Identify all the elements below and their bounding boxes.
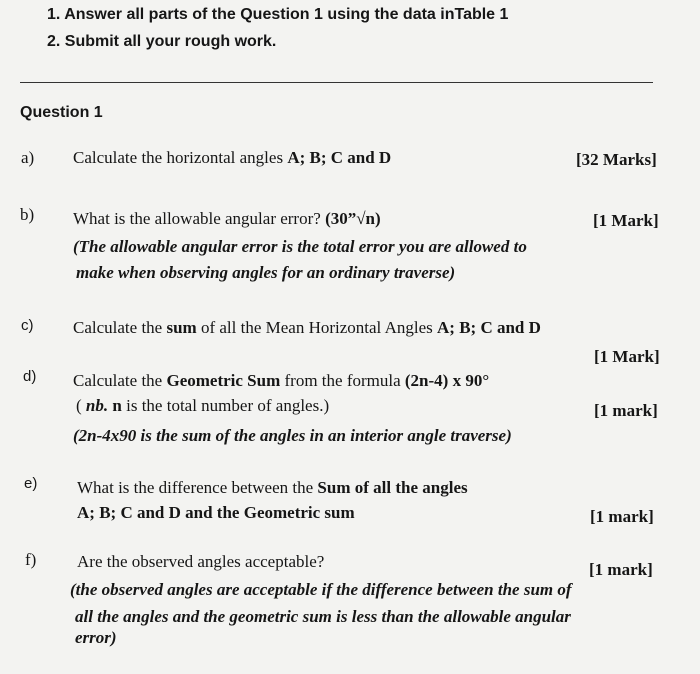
instruction-1: 1. Answer all parts of the Question 1 using the data inTable 1 <box>47 6 509 23</box>
part-e-text-bold1: Sum of all the angles <box>317 478 468 497</box>
part-c-text-mid: of all the Mean Horizontal Angles <box>196 318 438 337</box>
part-b-formula: (30”√n) <box>325 209 381 228</box>
part-f-note-line1: (the observed angles are acceptable if the difference between the sum of <box>70 580 572 599</box>
part-e-letter: e) <box>24 475 38 492</box>
part-d-line2-n: n <box>108 396 122 415</box>
part-d-text <box>73 371 489 391</box>
part-a-letter: a) <box>21 148 35 167</box>
instruction-2: 2. Submit all your rough work. <box>47 33 277 50</box>
part-d-line2-nb: nb. <box>85 396 109 415</box>
part-d-letter: d) <box>23 368 37 385</box>
part-c-text-bold2: A; B; C and D <box>437 318 541 337</box>
part-a-text-pre: Calculate the horizontal angles <box>73 148 288 167</box>
part-d-line2-rest: is the total number of angles.) <box>121 396 330 415</box>
part-d-marks: [1 mark] <box>594 401 658 420</box>
divider-line <box>20 82 653 83</box>
part-c-text-bold1: sum <box>166 318 197 337</box>
part-c-marks: [1 Mark] <box>594 347 660 366</box>
part-e-line2: A; B; C and D and the Geometric sum <box>77 503 355 522</box>
part-d-text-bold1: Geometric Sum <box>166 371 281 390</box>
part-b-marks: [1 Mark] <box>593 211 659 230</box>
part-a-text <box>73 148 391 168</box>
part-e-marks: [1 mark] <box>590 507 654 526</box>
part-b-letter: b) <box>20 205 35 224</box>
part-d-note: (2n-4x90 is the sum of the angles in an interior angle traverse) <box>73 426 512 445</box>
part-a-marks: [32 Marks] <box>576 150 657 169</box>
part-f-text: Are the observed angles acceptable? <box>77 552 325 571</box>
part-c-letter: c) <box>21 317 34 334</box>
part-d-text-pre: Calculate the <box>73 371 167 390</box>
part-f-letter: f) <box>25 550 37 569</box>
part-c-text-pre: Calculate the <box>73 318 167 337</box>
part-a-text-bold: A; B; C and D <box>287 148 392 167</box>
part-e-text-pre: What is the difference between the <box>77 478 318 497</box>
part-d-formula: (2n-4) x 90° <box>404 371 490 390</box>
part-f-marks: [1 mark] <box>589 560 653 579</box>
part-b-note-line2: make when observing angles for an ordinary traverse) <box>76 263 456 282</box>
question-title: Question 1 <box>20 104 103 121</box>
part-d-text-mid: from the formula <box>280 371 405 390</box>
part-e-text <box>77 478 468 498</box>
part-f-note-line2: all the angles and the geometric sum is less than the allowable angular <box>75 607 571 626</box>
part-b-text-pre: What is the allowable angular error? <box>73 209 326 228</box>
part-b-note-line1: (The allowable angular error is the total error you are allowed to <box>73 237 527 256</box>
part-d-line2 <box>76 396 329 416</box>
part-b-text <box>73 209 381 229</box>
part-c-text <box>73 318 541 338</box>
part-d-line2-pre: ( <box>76 396 86 415</box>
part-f-note-line3: error) <box>75 628 117 647</box>
